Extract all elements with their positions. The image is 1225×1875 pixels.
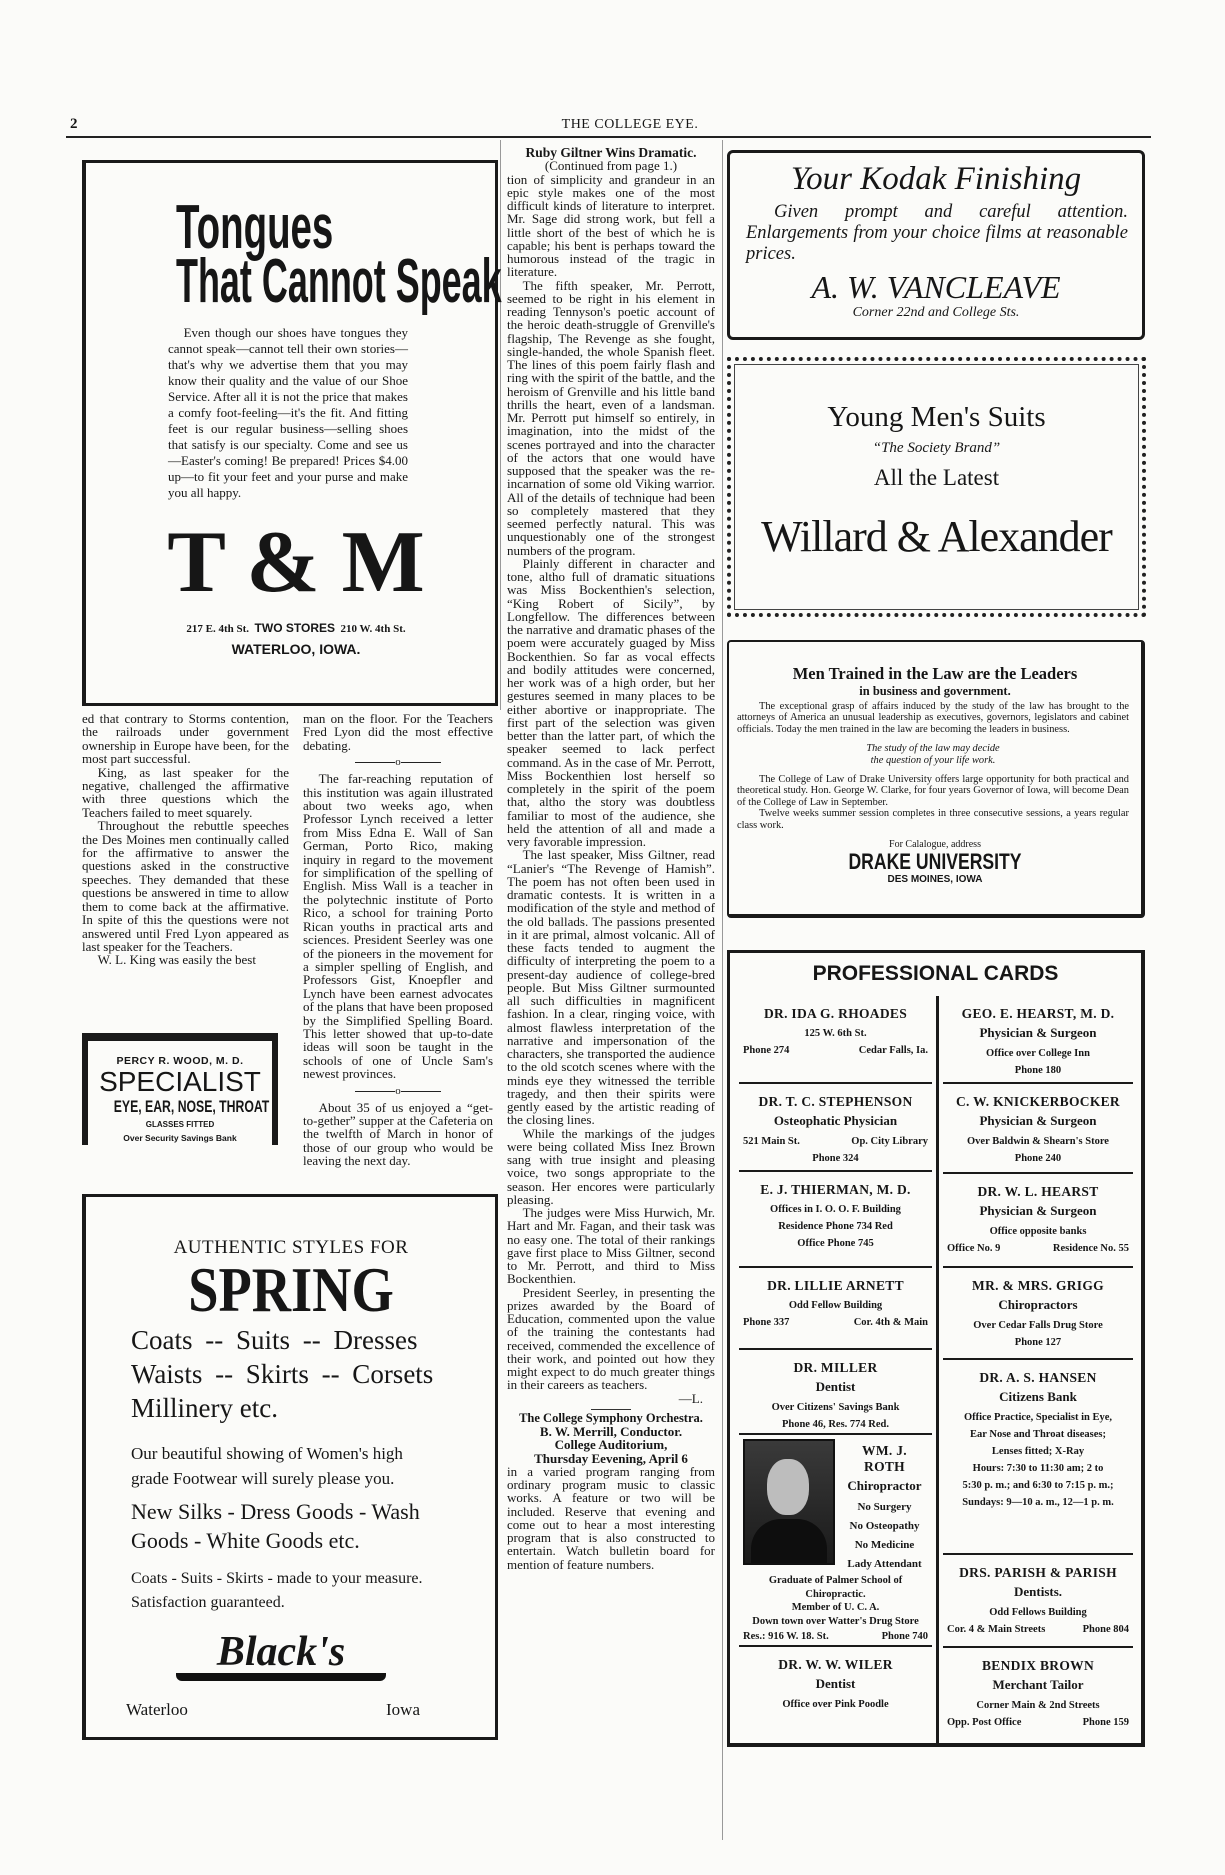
card-name: DR. W. W. WILER — [778, 1657, 893, 1672]
tm-shoe-ad — [82, 160, 502, 706]
card-line: Member of U. C. A. — [791, 1602, 880, 1613]
paragraph: President Seerley, in presenting the prizes awarded by the Board of Education, commented upon the value of the training the contestants had received, commended the excellence of their work, and pointed out how they might expect to do much greater things in their careers as teachers. — [507, 1284, 715, 1393]
article-headline: Ruby Giltner Wins Dramatic. — [525, 145, 697, 160]
wood-location: Over Security Savings Bank — [123, 1133, 237, 1143]
card-line-right: Cor. 4th & Main — [853, 1317, 928, 1328]
card-subtitle: Dentist — [815, 1676, 856, 1691]
card-line-right: Op. City Library — [851, 1136, 928, 1147]
professional-card — [943, 1174, 1133, 1268]
card-name: DR. LILLIE ARNETT — [767, 1278, 904, 1293]
paragraph: ed that contrary to Storms contention, the railroads under government ownership in Europe have been, for the most part successful. — [82, 711, 289, 767]
card-side-line: No Medicine — [854, 1539, 915, 1551]
card-subtitle: Osteophatic Physician — [773, 1113, 898, 1128]
card-line-left: Res.: 916 W. 18. St. — [743, 1631, 829, 1642]
card-subtitle: Merchant Tailor — [992, 1677, 1084, 1692]
card-side-line: No Osteopathy — [849, 1520, 920, 1532]
law-city: DES MOINES, IOWA — [887, 874, 983, 886]
blacks-line-2: Waists -- Skirts -- Corsets — [131, 1359, 434, 1389]
card-name: DRS. PARISH & PARISH — [959, 1565, 1117, 1580]
card-side-line: Lady Attendant — [847, 1558, 922, 1570]
card-line-pair — [947, 1714, 1129, 1731]
card-line: Phone 127 — [1014, 1337, 1062, 1348]
card-line: Office over College Inn — [986, 1048, 1090, 1059]
card-line: Down town over Watter's Drug Store — [752, 1615, 919, 1627]
professional-card — [739, 996, 932, 1084]
card-name: C. W. KNICKERBOCKER — [956, 1094, 1120, 1109]
card-line: Phone 46, Res. 774 Red. — [781, 1419, 890, 1430]
card-subtitle: Physician & Surgeon — [979, 1025, 1097, 1040]
paragraph: The fifth speaker, Mr. Perrott, seemed to be right in his element in reading Tennyson's poetic account of the heroic death-struggle of Grenville's flagship, The Revenge as she fought, single-handed, the whole Spanish fleet. The lines of this poem fairly flash and ring with the spirit of the battle, and the heroism of Grenville and his little band thrills the heart, even of a landsman. Mr. Perrott put himself so entirely, in imagination, into the midst of the scenes portrayed and into the character of the actors that one would have supposed that the speaker was the re-incarnation of some old Viking warrior. All of the details of technique had been so completely mastered that they seemed perfectly natural. This was unquestionably one of the strongest numbers of the program. — [507, 277, 715, 558]
article-continued: (Continued from page 1.) — [544, 158, 678, 174]
law-catalogue: For Calalogue, address — [889, 839, 981, 851]
orchestra-body: in a varied program ranging from ordinary program music to classic works. A feature or two will be included. Reserve that evening and come out to hear a most interesting program that is also constructed to entertain. Watch bulletin board for mention of feature numbers. — [507, 1463, 715, 1572]
paragraph: The last speaker, Miss Giltner, read “Lanier's “The Revenge of Hamish”. The poem has not often been used in dramatic contests. It is written in a modification of the style and method of the old ballads. The passions presented in it are primal, almost volcanic. All of these facts tended to augment the difficulty of interpreting the poem to a present-day audience of college-bred people. But Miss Giltner surmounted all such difficulties in magnificent fashion. In a clear, ringing voice, with almost flawless interpretation of the narrative and impersonation of the characters, she transported the audience to the old scotch scenes where with the minds eye they witnessed the terrible tragedy, and then their spirits were gently eased by the artistic reading of the closing lines. — [507, 847, 715, 1128]
card-line: Phone 324 — [812, 1153, 859, 1164]
card-line-left: Cor. 4 & Main Streets — [947, 1624, 1046, 1635]
kodak-title: Your Kodak Finishing — [790, 161, 1082, 197]
orchestra-heading-4: Thursday Eevening, April 6 — [534, 1450, 688, 1466]
suits-title: Young Men's Suits — [827, 401, 1046, 433]
young-mens-suits-ad — [727, 357, 1146, 617]
law-paragraph-2: The College of Law of Drake University offers large opportunity for both practical and theoretical study. Hon. George W. Clarke, for four years Governor of Iowa, will become Dean of the College of Law in September. — [737, 774, 1129, 808]
card-name: MR. & MRS. GRIGG — [972, 1278, 1104, 1293]
card-line: Offices in I. O. O. F. Building — [770, 1204, 901, 1215]
tm-addresses — [126, 621, 466, 635]
blacks-city: Waterloo — [126, 1700, 188, 1719]
paragraph: tion of simplicity and grandeur in an epic style makes one of the most difficult kinds of literature to interpret. Mr. Sage did strong work, but fell a little short of the best of which he is capable; his bent is perhaps toward the humorous instead of the tragic in literature. — [507, 171, 715, 280]
blacks-logo — [176, 1629, 386, 1681]
law-body — [729, 699, 1141, 831]
card-line: Odd Fellows Building — [989, 1607, 1087, 1618]
blacks-state: Iowa — [386, 1700, 420, 1719]
law-school: DRAKE UNIVERSITY — [848, 849, 1022, 875]
debate-article-col1 — [82, 712, 289, 967]
card-line: 5:30 p. m.; and 6:30 to 7:15 p. m.; — [962, 1480, 1114, 1491]
card-line-left: Opp. Post Office — [947, 1717, 1022, 1728]
kodak-finishing-ad — [727, 150, 1145, 340]
orchestra-heading-3: College Auditorium, — [554, 1437, 668, 1453]
blacks-line-1: Coats -- Suits -- Dresses — [131, 1325, 418, 1355]
card-line: Graduate of Palmer School of Chiropractic. — [768, 1575, 903, 1600]
header-rule — [66, 136, 1151, 138]
card-line-pair — [743, 1133, 928, 1150]
card-line: Office Practice, Specialist in Eye, — [963, 1412, 1113, 1423]
card-name: BENDIX BROWN — [982, 1658, 1094, 1673]
tm-address-right: 210 W. 4th St. — [340, 623, 406, 635]
paragraph: About 35 of us enjoyed a “get-to-gether” supper at the Cafeteria on the twelfth of March in honor of those of our group who would be leaving the next day. — [303, 1099, 493, 1169]
professional-card — [739, 1268, 932, 1350]
professional-card — [943, 996, 1133, 1084]
drake-law-ad — [727, 640, 1145, 918]
card-line-right: Phone 740 — [881, 1631, 928, 1642]
professional-card — [739, 1084, 932, 1172]
card-line: 125 W. 6th St. — [804, 1028, 867, 1039]
section-divider — [303, 1086, 493, 1097]
blacks-made-to-measure: Coats - Suits - Skirts - made to your measure. Satisfaction guaranteed. — [131, 1570, 423, 1611]
card-line: Over Cedar Falls Drug Store — [973, 1320, 1103, 1331]
cards-column-left — [735, 996, 936, 1743]
tm-body-text: Even though our shoes have tongues they cannot speak—cannot tell their own stories—that's why we advertise them that you may know their quality and the value of our Shoe Service. After all it is not the price that makes a comfy foot-feeling—it's the fit. And fitting feet is our regular business—selling shoes that satisfy is our specialty. Come and see us—Easter's coming! Be prepared! Prices $4.00 up—to fit your feet and your purse and make you all happy. — [168, 325, 408, 500]
blacks-intro: AUTHENTIC STYLES FOR — [173, 1237, 409, 1258]
paragraph: Plainly different in character and tone, altho full of dramatic situations was Miss Bockenthien's selection, “King Robert of Sicily”, by Longfellow. The differences between the narrative and dramatic phases of the poem were accurately guaged by Miss Bockenthien. So far as vocal effects and bodily attitudes were concerned, her work was of a high order, but her gestures seemed in many places to be either abortive or inappropriate. The first part of the selection was given better than the latter part, of which the speaker seemed to lack perfect command. As in the case of Mr. Perrott, Miss Bockenthien lost herself so completely in the spirit of the poem that, altho the story was doubtless familiar to most of the audience, she held the attention of all and made a very favorable impression. — [507, 555, 715, 849]
blacks-line-3: Millinery etc. — [131, 1393, 278, 1423]
paragraph: The judges were Miss Hurwich, Mr. Hart and Mr. Fagan, and their task was no easy one. The total of their rankings gave first place to Miss Giltner, second to Mr. Perrott, and third to Miss Bockenthien. — [507, 1205, 715, 1287]
blacks-silks: New Silks - Dress Goods - Wash Goods - White Goods etc. — [131, 1499, 420, 1553]
law-paragraph-3: Twelve weeks summer session completes in three consecutive sessions, a years regular class work. — [737, 808, 1129, 831]
card-line-pair — [947, 1621, 1129, 1638]
card-line-left: Office No. 9 — [947, 1243, 1001, 1254]
wood-specialist: SPECIALIST — [99, 1066, 261, 1097]
card-name: DR. MILLER — [793, 1360, 878, 1375]
card-name: DR. W. L. HEARST — [977, 1184, 1099, 1199]
professional-card — [943, 1648, 1133, 1740]
card-subtitle: Physician & Surgeon — [979, 1113, 1097, 1128]
law-subheading: in business and government. — [859, 684, 1011, 698]
card-line-pair — [743, 1628, 928, 1645]
column-2-text — [303, 712, 493, 1168]
card-line-pair — [743, 1314, 928, 1331]
card-line-right: Phone 804 — [1082, 1624, 1129, 1635]
portrait-suit — [751, 1519, 827, 1565]
professional-card — [739, 1435, 932, 1647]
card-line: Hours: 7:30 to 11:30 am; 2 to — [972, 1463, 1104, 1474]
card-line: Office opposite banks — [989, 1226, 1087, 1237]
paragraph: The far-reaching reputation of this institution was again illustrated about two weeks ago, when Professor Lynch received a letter from Miss Edna E. Wall of San German, Porto Rico, making inquiry in regard to the movement for simplification of the spelling of English. Miss Wall is a teacher in the polytechnic institute of Porto Rico, a school for training Porto Rican youths in practical arts and sciences. President Seerley was one of the pioneers in the movement for a simpler spelling of English, and Professors Gist, Knoepfler and Lynch have been earnest advocates of the plans that have been proposed by the Simplified Spelling Board. This letter showed that up-to-date ideas will soon be taught in the schools of one of Uncle Sam's newest provinces. — [303, 771, 493, 1082]
suits-brand: “The Society Brand” — [872, 440, 1001, 456]
card-line: Ear Nose and Throat diseases; — [970, 1429, 1106, 1440]
kodak-body: Given prompt and careful attention. Enlargements from your choice films at reasonable prices. — [746, 202, 1128, 264]
kodak-address: Corner 22nd and College Sts. — [852, 305, 1020, 320]
wood-glasses: GLASSES FITTED — [145, 1120, 215, 1129]
blacks-footwear: Our beautiful showing of Women's high grade Footwear will surely please you. — [131, 1444, 403, 1488]
professional-card — [943, 1084, 1133, 1174]
tm-logo: T & M — [167, 514, 425, 611]
card-line: Odd Fellow Building — [788, 1300, 883, 1311]
card-line: Phone 240 — [1014, 1153, 1062, 1164]
card-subtitle: Physician & Surgeon — [979, 1203, 1097, 1218]
paragraph: While the markings of the judges were being collated Miss Inez Brown sang with true insight and pleasing voice, two songs appropriate to the season. Her encores were particularly pleasing. — [507, 1125, 715, 1207]
tm-two-stores: TWO STORES — [254, 621, 335, 635]
card-line-right: Phone 159 — [1082, 1717, 1129, 1728]
tm-headline-2: That Cannot Speak — [176, 247, 502, 316]
professional-card — [739, 1350, 932, 1435]
paragraph: King, as last speaker for the negative, challenged the affirmative with three questions which the Teachers failed to meet squarely. — [82, 764, 289, 820]
tm-headline-1: Tongues — [176, 193, 334, 262]
blacks-headline: SPRING — [188, 1254, 394, 1325]
card-line-right: Cedar Falls, Ia. — [858, 1045, 928, 1056]
suits-latest: All the Latest — [873, 465, 1000, 490]
cards-column-right — [936, 996, 1137, 1743]
professional-cards-title: PROFESSIONAL CARDS — [812, 962, 1059, 985]
card-name: DR. T. C. STEPHENSON — [758, 1094, 913, 1109]
professional-cards-grid — [735, 996, 1137, 1743]
card-line-pair — [947, 1240, 1129, 1257]
divider-mark: o — [395, 756, 401, 769]
card-name: WM. J. ROTH — [862, 1443, 907, 1474]
law-heading: Men Trained in the Law are the Leaders — [792, 664, 1078, 683]
card-line: Office over Pink Poodle — [782, 1699, 889, 1710]
professional-card — [943, 1268, 1133, 1360]
article-signature: —L. — [678, 1390, 703, 1406]
paragraph: man on the floor. For the Teachers Fred Lyon did the most effective debating. — [303, 711, 493, 753]
suits-store: Willard & Alexander — [761, 512, 1112, 561]
professional-card — [943, 1360, 1133, 1555]
card-subtitle: Dentist — [815, 1379, 856, 1394]
page-number: 2 — [70, 116, 78, 132]
paragraph: W. L. King was easily the best — [97, 952, 256, 968]
card-line: Office Phone 745 — [797, 1238, 874, 1249]
card-line-right: Residence No. 55 — [1052, 1243, 1129, 1254]
wood-name: PERCY R. WOOD, M. D. — [116, 1055, 244, 1067]
card-side-line: No Surgery — [857, 1501, 912, 1513]
professional-card — [739, 1647, 932, 1743]
card-line: Lenses fitted; X-Ray — [991, 1446, 1085, 1457]
column-rule — [500, 140, 501, 710]
ruby-giltner-article — [507, 146, 715, 1571]
orchestra-heading-1: The College Symphony Orchestra. — [519, 1410, 703, 1425]
law-paragraph-1: The exceptional grasp of affairs induced by the study of the law has brought to the attorneys of America an unusual leadership as executives, governors, legislators and cabinet officials. Today the men trained in the law are becoming the leaders in business. — [737, 701, 1129, 735]
card-subtitle: Chiropractor — [847, 1478, 922, 1493]
column-rule — [722, 140, 723, 1840]
orchestra-rule — [591, 1409, 631, 1410]
portrait-face — [767, 1459, 809, 1515]
kodak-name: A. W. VANCLEAVE — [811, 269, 1061, 305]
card-subtitle: Chiropractors — [998, 1297, 1078, 1312]
tm-city: WATERLOO, IOWA. — [231, 641, 361, 657]
section-divider — [303, 757, 493, 768]
blacks-logo-text: Black's — [216, 1629, 346, 1675]
tm-address-left: 217 E. 4th St. — [186, 623, 250, 635]
percy-wood-ad — [82, 1033, 278, 1145]
card-name: E. J. THIERMAN, M. D. — [760, 1182, 911, 1197]
tm-body — [168, 325, 408, 501]
law-quote-1: The study of the law may decide — [866, 743, 1000, 755]
card-line: Over Baldwin & Shearn's Store — [967, 1136, 1109, 1147]
paragraph: Throughout the rebuttle speeches the Des Moines men continually called for the affirmative to answer the questions asked in the constructive speeches. They demanded that these questions be answered in time to allow them to come back at the affirmative. In spite of this the questions were not answered until Fred Lyon appeared as last speaker for the Teachers. — [82, 818, 289, 954]
card-name: GEO. E. HEARST, M. D. — [961, 1006, 1115, 1021]
professional-card — [739, 1172, 932, 1268]
divider-mark: o — [395, 1084, 401, 1097]
card-line-left: 521 Main St. — [743, 1136, 800, 1147]
orchestra-heading-2: B. W. Merrill, Conductor. — [539, 1424, 683, 1439]
masthead-title: THE COLLEGE EYE. — [561, 117, 699, 132]
card-name: DR. IDA G. RHOADES — [763, 1006, 908, 1021]
card-line: Over Citizens' Savings Bank — [771, 1402, 900, 1413]
card-subtitle: Dentists. — [1013, 1584, 1063, 1599]
card-line: Residence Phone 734 Red — [778, 1221, 893, 1232]
professional-card — [943, 1555, 1133, 1648]
card-line-left: Phone 274 — [743, 1045, 790, 1056]
card-line-pair — [743, 1042, 928, 1059]
card-line-left: Phone 337 — [743, 1317, 790, 1328]
card-line: Sundays: 9—10 a. m., 12—1 p. m. — [962, 1497, 1114, 1508]
card-name: DR. A. S. HANSEN — [979, 1370, 1097, 1385]
card-line: Corner Main & 2nd Streets — [976, 1700, 1100, 1711]
card-line: Phone 180 — [1014, 1065, 1062, 1076]
law-quote-2: the question of your life work. — [870, 754, 996, 766]
card-subtitle: Citizens Bank — [999, 1389, 1077, 1404]
blacks-spring-ad — [82, 1194, 498, 1740]
wood-specialty: EYE, EAR, NOSE, THROAT — [113, 1097, 270, 1116]
portrait-photo — [743, 1439, 835, 1565]
